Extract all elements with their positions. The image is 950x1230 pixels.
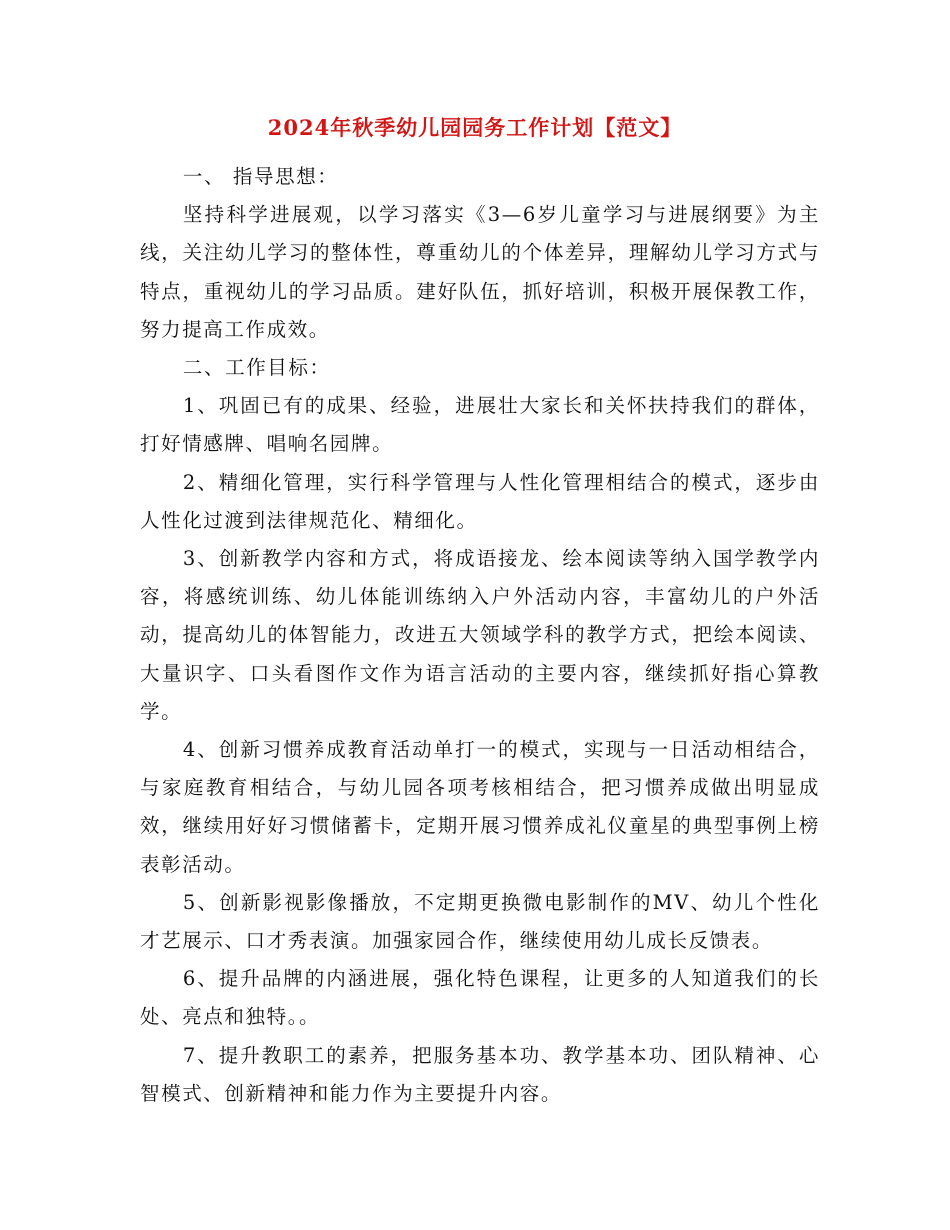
goal-item-4: 4、创新习惯养成教育活动单打一的模式，实现与一日活动相结合，与家庭教育相结合，与幼儿园各项考核相结合，把习惯养成做出明显成效，继续用好好习惯储蓄卡，定期开展习惯养成礼仪童星的典型事例上榜表彰活动。 [140, 738, 820, 876]
goal-item-2: 2、精细化管理，实行科学管理与人性化管理相结合的模式，逐步由人性化过渡到法律规范化、精细化。 [140, 470, 820, 532]
section-heading-work-goals: 二、工作目标： [182, 356, 331, 380]
goal-item-1: 1、巩固已有的成果、经验，进展壮大家长和关怀扶持我们的群体，打好情感牌、唱响名园牌。 [140, 394, 820, 456]
guiding-ideology-paragraph: 坚持科学进展观，以学习落实《3—6岁儿童学习与进展纲要》为主线，关注幼儿学习的整体性，尊重幼儿的个体差异，理解幼儿学习方式与特点，重视幼儿的学习品质。建好队伍，抓好培训，积极开展保教工作，努力提高工作成效。 [140, 203, 820, 341]
section-heading-guiding-ideology: 一、 指导思想： [182, 165, 339, 188]
goal-item-3: 3、创新教学内容和方式，将成语接龙、绘本阅读等纳入国学教学内容，将感统训练、幼儿体能训练纳入户外活动内容，丰富幼儿的户外活动，提高幼儿的体智能力，改进五大领域学科的教学方式，把绘本阅读、大量识字、口头看图作文作为语言活动的主要内容，继续抓好指心算教学。 [140, 547, 820, 723]
goal-item-7: 7、提升教职工的素养，把服务基本功、教学基本功、团队精神、心智模式、创新精神和能力作为主要提升内容。 [140, 1043, 820, 1105]
goal-item-6: 6、提升品牌的内涵进展，强化特色课程，让更多的人知道我们的长处、亮点和独特。。 [140, 967, 820, 1029]
goal-item-5: 5、创新影视影像播放，不定期更换微电影制作的MV、幼儿个性化才艺展示、口才秀表演。加强家园合作，继续使用幼儿成长反馈表。 [140, 890, 820, 953]
document-title: 2024年秋季幼儿园园务工作计划【范文】 [267, 115, 683, 140]
document-body [140, 158, 820, 1113]
